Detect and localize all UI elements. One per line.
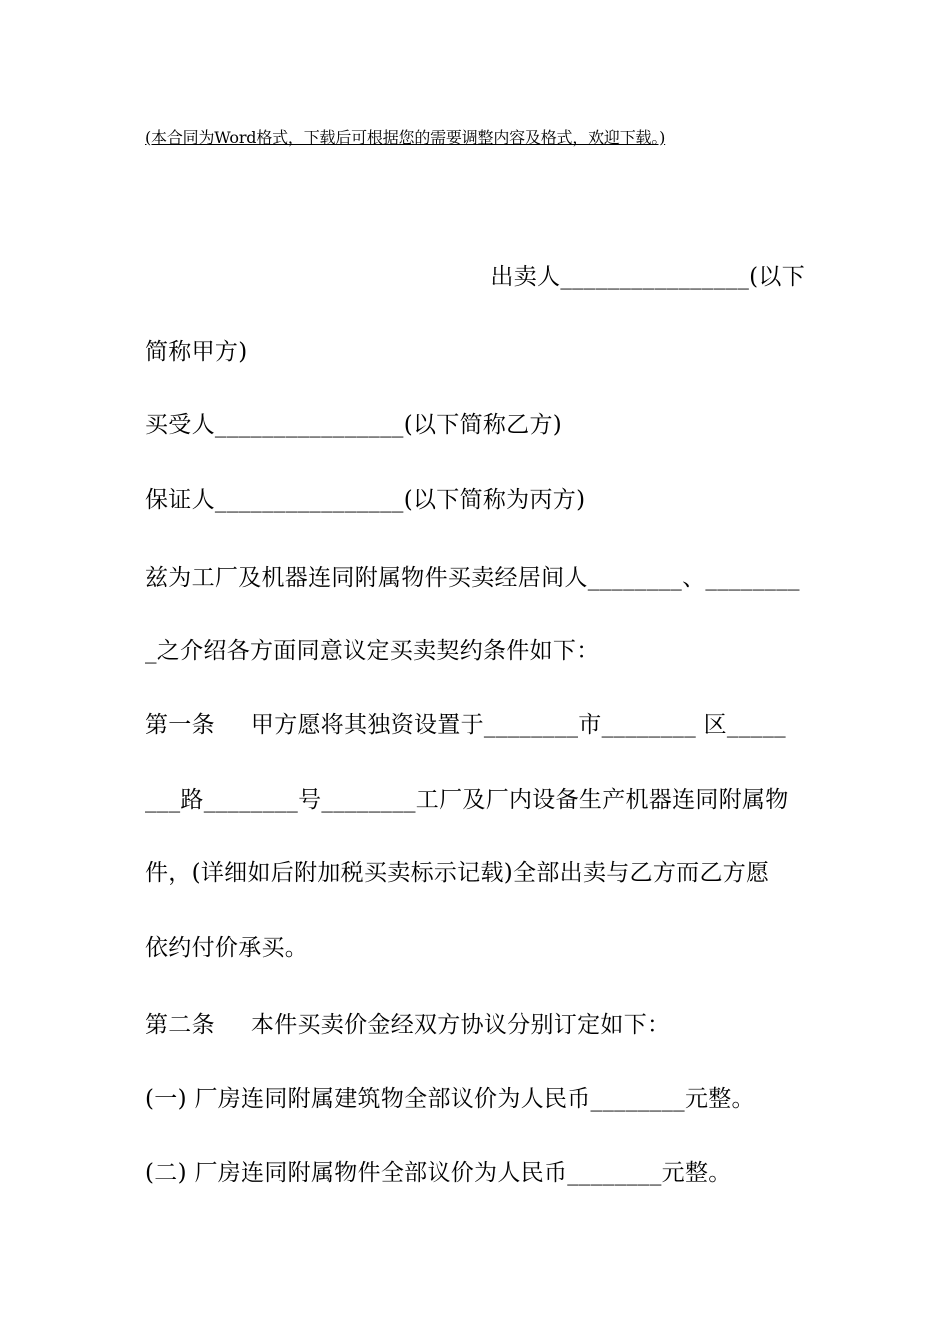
- article-1-text: 甲方愿将其独资设置于________市________ 区_____: [250, 712, 786, 738]
- article-1-line-4: 依约付价承买。: [145, 935, 309, 961]
- seller-line: 出卖人________________(以下: [490, 264, 805, 290]
- price-item-1: (一) 厂房连同附属建筑物全部议价为人民币________元整。: [145, 1086, 755, 1112]
- article-2-text: 本件买卖价金经双方协议分别订定如下：: [250, 1012, 671, 1038]
- article-1-line-3: 件，(详细如后附加税买卖标示记载)全部出卖与乙方而乙方愿: [145, 860, 770, 886]
- article-1-label: 第一条: [145, 712, 215, 738]
- price-item-2: (二) 厂房连同附属物件全部议价为人民币________元整。: [145, 1160, 732, 1186]
- buyer-line: 买受人________________(以下简称乙方): [145, 412, 563, 438]
- seller-line-continuation: 简称甲方): [145, 339, 248, 365]
- guarantor-line: 保证人________________(以下简称为丙方): [145, 487, 586, 513]
- article-1-line-2: ___路________号________工厂及厂内设备生产机器连同附属物: [145, 787, 789, 813]
- article-2-label: 第二条: [145, 1012, 215, 1038]
- intro-paragraph-line-2: _之介绍各方面同意议定买卖契约条件如下：: [145, 638, 600, 664]
- article-2-line-1: [145, 1009, 805, 1041]
- article-1-line-1: [145, 709, 805, 741]
- format-notice: (本合同为Word格式，下载后可根据您的需要调整内容及格式，欢迎下载。): [145, 128, 666, 147]
- intro-paragraph-line-1: 兹为工厂及机器连同附属物件买卖经居间人________、________: [145, 565, 800, 591]
